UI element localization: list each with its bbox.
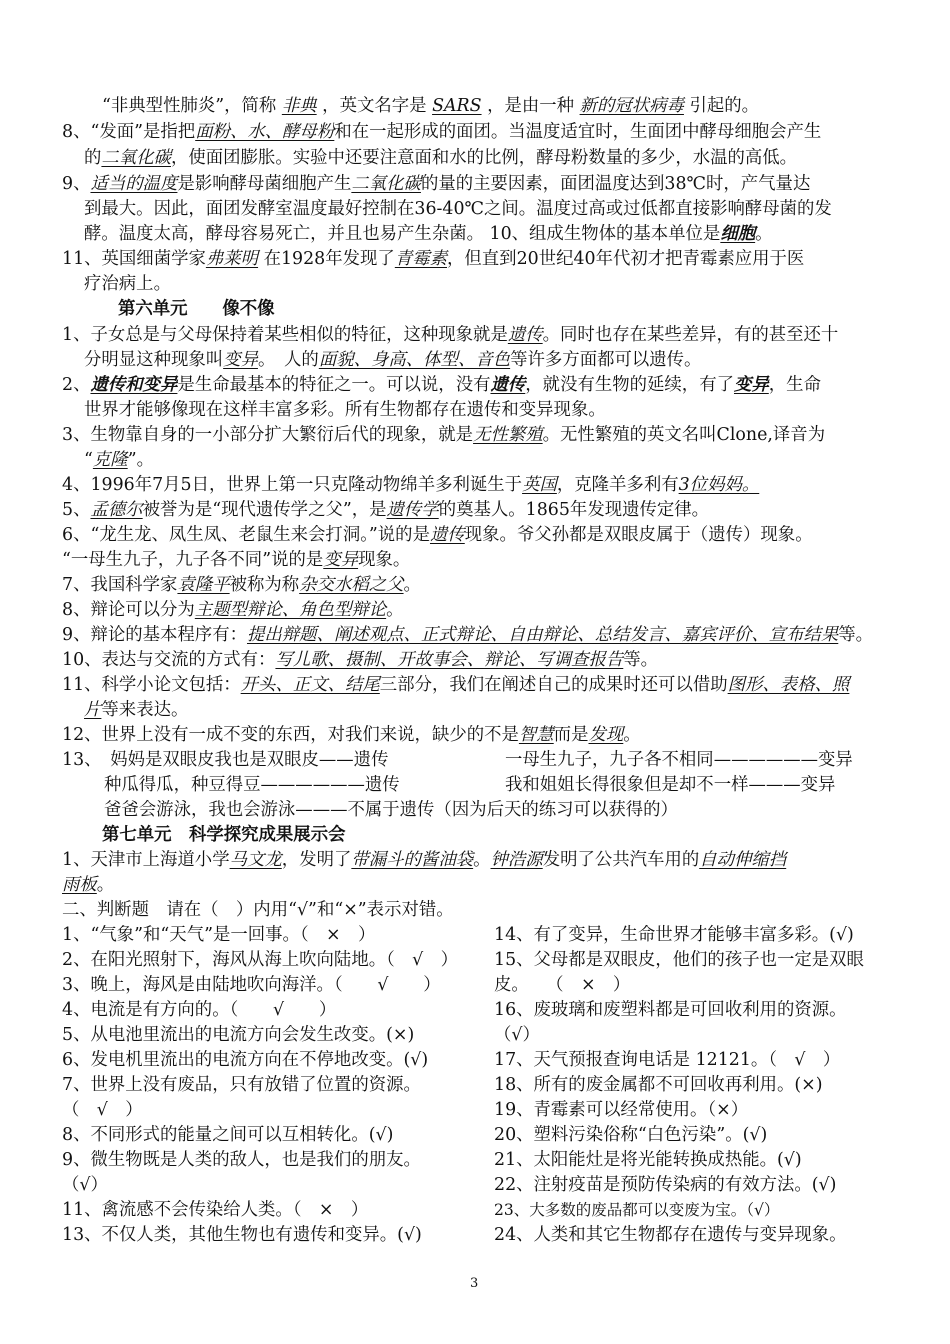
u6-item13-r1b: 一母生九子，九子各不相同——————变异 — [505, 750, 853, 770]
u6-item13-r2b: 我和姐姐长得很象但是却不一样———变异 — [505, 775, 836, 795]
q11-line-1: 11、英国细菌学家弗莱明 在1928年发现了青霉素，但直到20世纪40年代初才把青霉素应用于医 — [62, 249, 805, 269]
u6-item6-line2: “一母生九子，九子各不同”说的是变异现象。 — [62, 550, 411, 570]
judge-right-item: 19、青霉素可以经常使用。（×） — [494, 1100, 749, 1120]
judge-right-item: （√） — [494, 1025, 540, 1045]
judge-right-item: 14、有了变异，生命世界才能够丰富多彩。(√) — [494, 925, 854, 945]
judge-left-item: 4、电流是有方向的。（ √ ） — [62, 1000, 337, 1020]
judge-right-item: 15、父母都是双眼皮，他们的孩子也一定是双眼 — [494, 950, 864, 970]
u6-item2-line2: 世界才能够像现在这样丰富多彩。所有生物都存在遗传和变异现象。 — [84, 400, 606, 420]
u6-item8: 8、辩论可以分为主题型辩论、角色型辩论。 — [62, 600, 404, 620]
u6-item1-line1: 1、子女总是与父母保持着某些相似的特征，这种现象就是遗传。同时也存在某些差异，有的甚至还十 — [62, 325, 839, 345]
u6-item13-r3: 爸爸会游泳，我也会游泳———不属于遗传（因为后天的练习可以获得的） — [104, 800, 678, 820]
q7-line: “非典型性肺炎”，简称 非典 ，英文名字是 SARS ，是由一种 新的冠状病毒 引起的。 — [102, 96, 760, 116]
judge-right-item: 24、人类和其它生物都存在遗传与变异现象。 — [494, 1225, 847, 1245]
judge-left-item: 8、不同形式的能量之间可以互相转化。(√) — [62, 1125, 394, 1145]
u6-item6-line1: 6、“龙生龙、凤生凤、老鼠生来会打洞。”说的是遗传现象。爷父孙都是双眼皮属于（遗传）现象。 — [62, 525, 813, 545]
judge-right-item: 18、所有的废金属都不可回收再利用。(×) — [494, 1075, 823, 1095]
judge-right-item: 16、废玻璃和废塑料都是可回收利用的资源。 — [494, 1000, 847, 1020]
judge-right-item: 皮。 （ × ） — [494, 975, 631, 995]
judge-left-item: 1、“气象”和“天气”是一回事。（ × ） — [62, 925, 376, 945]
q11-line-2: 疗治病上。 — [84, 274, 171, 294]
q9-line-3: 酵。温度太高，酵母容易死亡，并且也易产生杂菌。 10、组成生物体的基本单位是细胞。 — [84, 224, 773, 244]
u6-item3-line1: 3、生物靠自身的一小部分扩大繁衍后代的现象，就是无性繁殖。无性繁殖的英文名叫Clone,译音为 — [62, 425, 826, 445]
unit6-heading: 第六单元 像不像 — [118, 299, 275, 319]
judge-left-item: 2、在阳光照射下，海风从海上吹向陆地。（ √ ） — [62, 950, 459, 970]
q9-line-1: 9、适当的温度是影响酵母菌细胞产生二氧化碳的量的主要因素，面团温度达到38℃时，产气量达 — [62, 174, 811, 194]
u7-line2: 雨板。 — [62, 875, 115, 895]
judge-left-item: 13、不仅人类，其他生物也有遗传和变异。(√) — [62, 1225, 422, 1245]
judge-left-item: 5、从电池里流出的电流方向会发生改变。(×) — [62, 1025, 415, 1045]
u7-line1: 1、天津市上海道小学马文龙，发明了带漏斗的酱油袋。钟浩源发明了公共汽车用的自动伸缩挡 — [62, 850, 787, 870]
u6-item9: 9、辩论的基本程序有：提出辩题、阐述观点、正式辩论、自由辩论、总结发言、嘉宾评价、宣布结果等。 — [62, 625, 874, 645]
judge-left-item: （√） — [62, 1175, 108, 1195]
u6-item3-line2: “克隆”。 — [84, 450, 154, 470]
judge-right-item: 17、天气预报查询电话是 12121。（ √ ） — [494, 1050, 841, 1070]
u6-item7: 7、我国科学家袁隆平被称为称杂交水稻之父。 — [62, 575, 421, 595]
judge-right-item: 21、太阳能灶是将光能转换成热能。(√) — [494, 1150, 802, 1170]
judge-left-item: 11、禽流感不会传染给人类。（ × ） — [62, 1200, 369, 1220]
u6-item2-line1: 2、遗传和变异是生命最基本的特征之一。可以说，没有遗传，就没有生物的延续，有了变异，生命 — [62, 375, 821, 395]
q8-line-1: 8、“发面”是指把面粉、水、酵母粉和在一起形成的面团。当温度适宜时，生面团中酵母细胞会产生 — [62, 122, 822, 142]
judge-right-item: 23、大多数的废品都可以变废为宝。（√） — [494, 1201, 780, 1219]
judge-right-item: 22、注射疫苗是预防传染病的有效方法。(√) — [494, 1175, 837, 1195]
u6-item11-line1: 11、科学小论文包括：开头、正文、结尾三部分，我们在阐述自己的成果时还可以借助图形、表格、照 — [62, 675, 850, 695]
judge-right-item: 20、塑料污染俗称“白色污染”。(√) — [494, 1125, 768, 1145]
u6-item13-r2a: 种瓜得瓜，种豆得豆——————遗传 — [104, 775, 400, 795]
judge-title: 二、判断题 请在（ ）内用“√”和“×”表示对错。 — [62, 900, 454, 920]
u6-item5: 5、孟德尔被誉为是“现代遗传学之父”，是遗传学的奠基人。1865年发现遗传定律。 — [62, 500, 710, 520]
judge-left-item: 6、发电机里流出的电流方向在不停地改变。(√) — [62, 1050, 429, 1070]
q8-line-2: 的二氧化碳，使面团膨胀。实验中还要注意面和水的比例，酵母粉数量的多少，水温的高低。 — [84, 148, 798, 168]
judge-left-item: 9、微生物既是人类的敌人，也是我们的朋友。 — [62, 1150, 421, 1170]
u6-item1-line2: 分明显这种现象叫变异。 人的面貌、身高、体型、音色等许多方面都可以遗传。 — [84, 350, 702, 370]
u6-item13-r1a: 13、 妈妈是双眼皮我也是双眼皮——遗传 — [62, 750, 389, 770]
u6-item11-line2: 片等来表达。 — [84, 700, 189, 720]
q9-line-2: 到最大。因此，面团发酵室温度最好控制在36-40℃之间。温度过高或过低都直接影响酵母菌的发 — [84, 199, 832, 219]
page-number: 3 — [470, 1276, 479, 1291]
judge-left-item: （ √ ） — [62, 1100, 143, 1120]
u6-item4: 4、1996年7月5日，世界上第一只克隆动物绵羊多利诞生于英国，克隆羊多利有3位妈妈。 — [62, 475, 760, 495]
u6-item12: 12、世界上没有一成不变的东西，对我们来说，缺少的不是智慧而是发现。 — [62, 725, 641, 745]
judge-left-item: 7、世界上没有废品，只有放错了位置的资源。 — [62, 1075, 421, 1095]
u6-item10: 10、表达与交流的方式有：写儿歌、摄制、开故事会、辩论、写调查报告等。 — [62, 650, 659, 670]
judge-left-item: 3、晚上，海风是由陆地吹向海洋。（ √ ） — [62, 975, 441, 995]
unit7-heading: 第七单元 科学探究成果展示会 — [102, 825, 346, 845]
